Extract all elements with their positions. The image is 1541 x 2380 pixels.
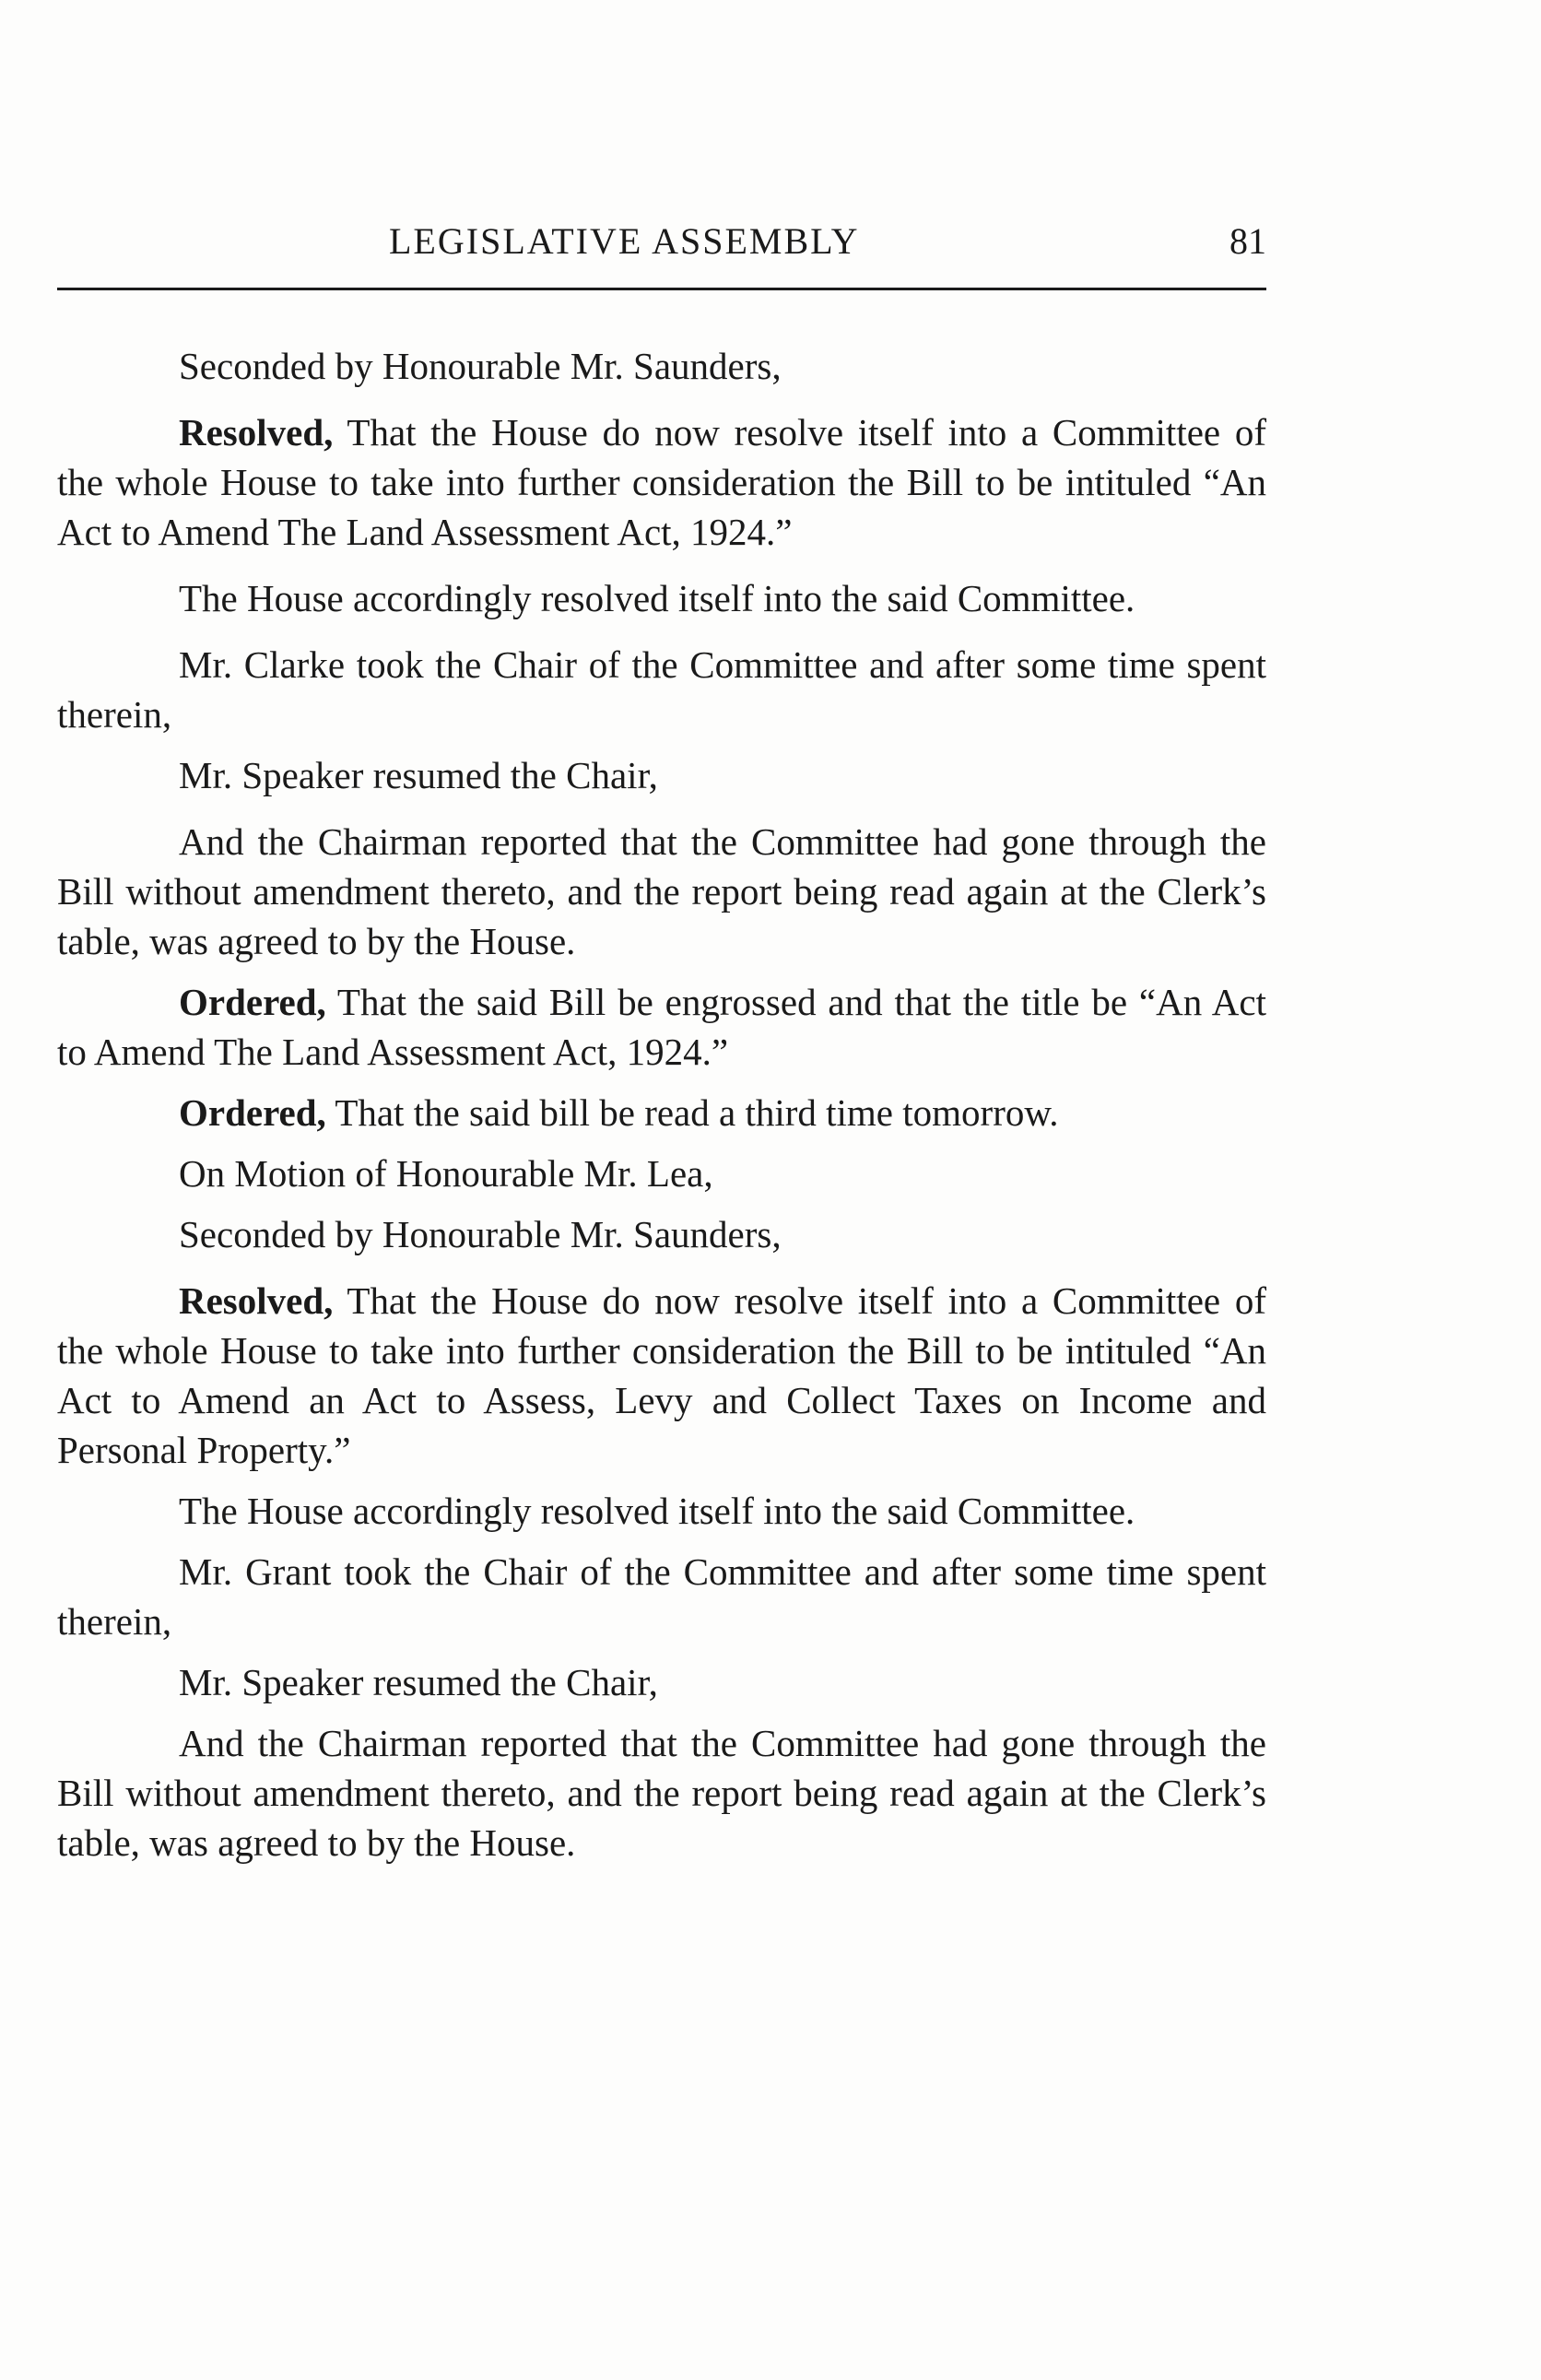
paragraph: Seconded by Honourable Mr. Saunders,: [179, 1213, 782, 1255]
paragraph: The House accordingly resolved itself into the said Committee.: [179, 1490, 1135, 1532]
paragraph-lead: Resolved,: [179, 1279, 334, 1322]
paragraph: Mr. Grant took the Chair of the Committee and after some time spent therein,: [57, 1550, 1266, 1643]
paragraph-lead: Resolved,: [179, 411, 334, 454]
header-rule: [57, 288, 1266, 290]
paragraph: And the Chairman reported that the Committee had gone through the Bill without amendment thereto, and the report being read again at the Clerk’s table, was agreed to by the House.: [57, 1722, 1266, 1864]
paragraph-lead: Ordered,: [179, 1091, 326, 1134]
paragraph: Ordered, That the said bill be read a third time tomorrow.: [179, 1091, 1059, 1134]
paragraph: And the Chairman reported that the Committee had gone through the Bill without amendment thereto, and the report being read again at the Clerk’s table, was agreed to by the House.: [57, 820, 1266, 962]
running-title: LEGISLATIVE ASSEMBLY: [389, 220, 860, 262]
paragraph: Seconded by Honourable Mr. Saunders,: [179, 345, 782, 387]
paragraph: Mr. Clarke took the Chair of the Committee and after some time spent therein,: [57, 643, 1266, 736]
paragraph: Mr. Speaker resumed the Chair,: [179, 1661, 658, 1703]
paragraph: Mr. Speaker resumed the Chair,: [179, 754, 658, 796]
page-number: 81: [1229, 220, 1266, 262]
paragraph: On Motion of Honourable Mr. Lea,: [179, 1152, 713, 1195]
paragraph-lead: Ordered,: [179, 981, 326, 1023]
page-body: [57, 341, 1266, 1867]
paragraph: Resolved, That the House do now resolve itself into a Committee of the whole House to take into further consideration the Bill to be intituled “An Act to Amend The Land Assessment Act, 1924.”: [57, 411, 1266, 553]
paragraph: Ordered, That the said Bill be engrossed and that the title be “An Act to Amend The Land Assessment Act, 1924.”: [57, 981, 1266, 1073]
page-header: [57, 219, 1266, 275]
paragraph: The House accordingly resolved itself into the said Committee.: [179, 577, 1135, 619]
paragraph: Resolved, That the House do now resolve itself into a Committee of the whole House to take into further consideration the Bill to be intituled “An Act to Amend an Act to Assess, Levy and Collect Taxes on Income and Personal Property.”: [57, 1279, 1266, 1471]
